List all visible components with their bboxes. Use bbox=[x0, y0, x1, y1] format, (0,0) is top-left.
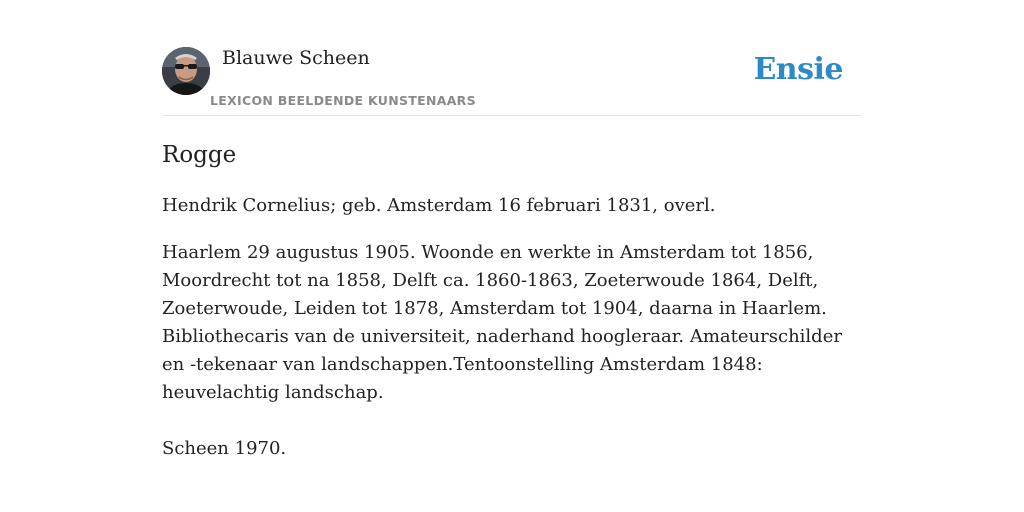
article-title: Rogge bbox=[162, 142, 237, 168]
author-avatar[interactable] bbox=[162, 47, 210, 95]
article-paragraph-1: Hendrik Cornelius; geb. Amsterdam 16 februari 1831, overl. bbox=[162, 195, 716, 216]
ensie-logo[interactable]: Ensie bbox=[753, 52, 843, 87]
avatar-photo-icon bbox=[162, 47, 210, 95]
author-name[interactable]: Blauwe Scheen bbox=[222, 47, 370, 69]
lexicon-label[interactable]: LEXICON BEELDENDE KUNSTENAARS bbox=[210, 93, 476, 108]
article-paragraph-2: Haarlem 29 augustus 1905. Woonde en werkte in Amsterdam tot 1856, Moordrecht tot na 1858, Delft ca. 1860-1863, Zoeterwoude 1864, Delft, Zoeterwoude, Leiden tot 1878, Amsterdam tot 1904, daarna in Haarlem. Bibliothecaris van de universiteit, naderhand hoogleraar. Amateurschilder en -tekenaar van landschappen.Tentoonstelling Amsterdam 1848: heuvelachtig landschap. bbox=[162, 242, 842, 403]
article-header bbox=[162, 0, 862, 116]
article-card bbox=[162, 0, 862, 512]
article-source: Scheen 1970. bbox=[162, 438, 287, 459]
